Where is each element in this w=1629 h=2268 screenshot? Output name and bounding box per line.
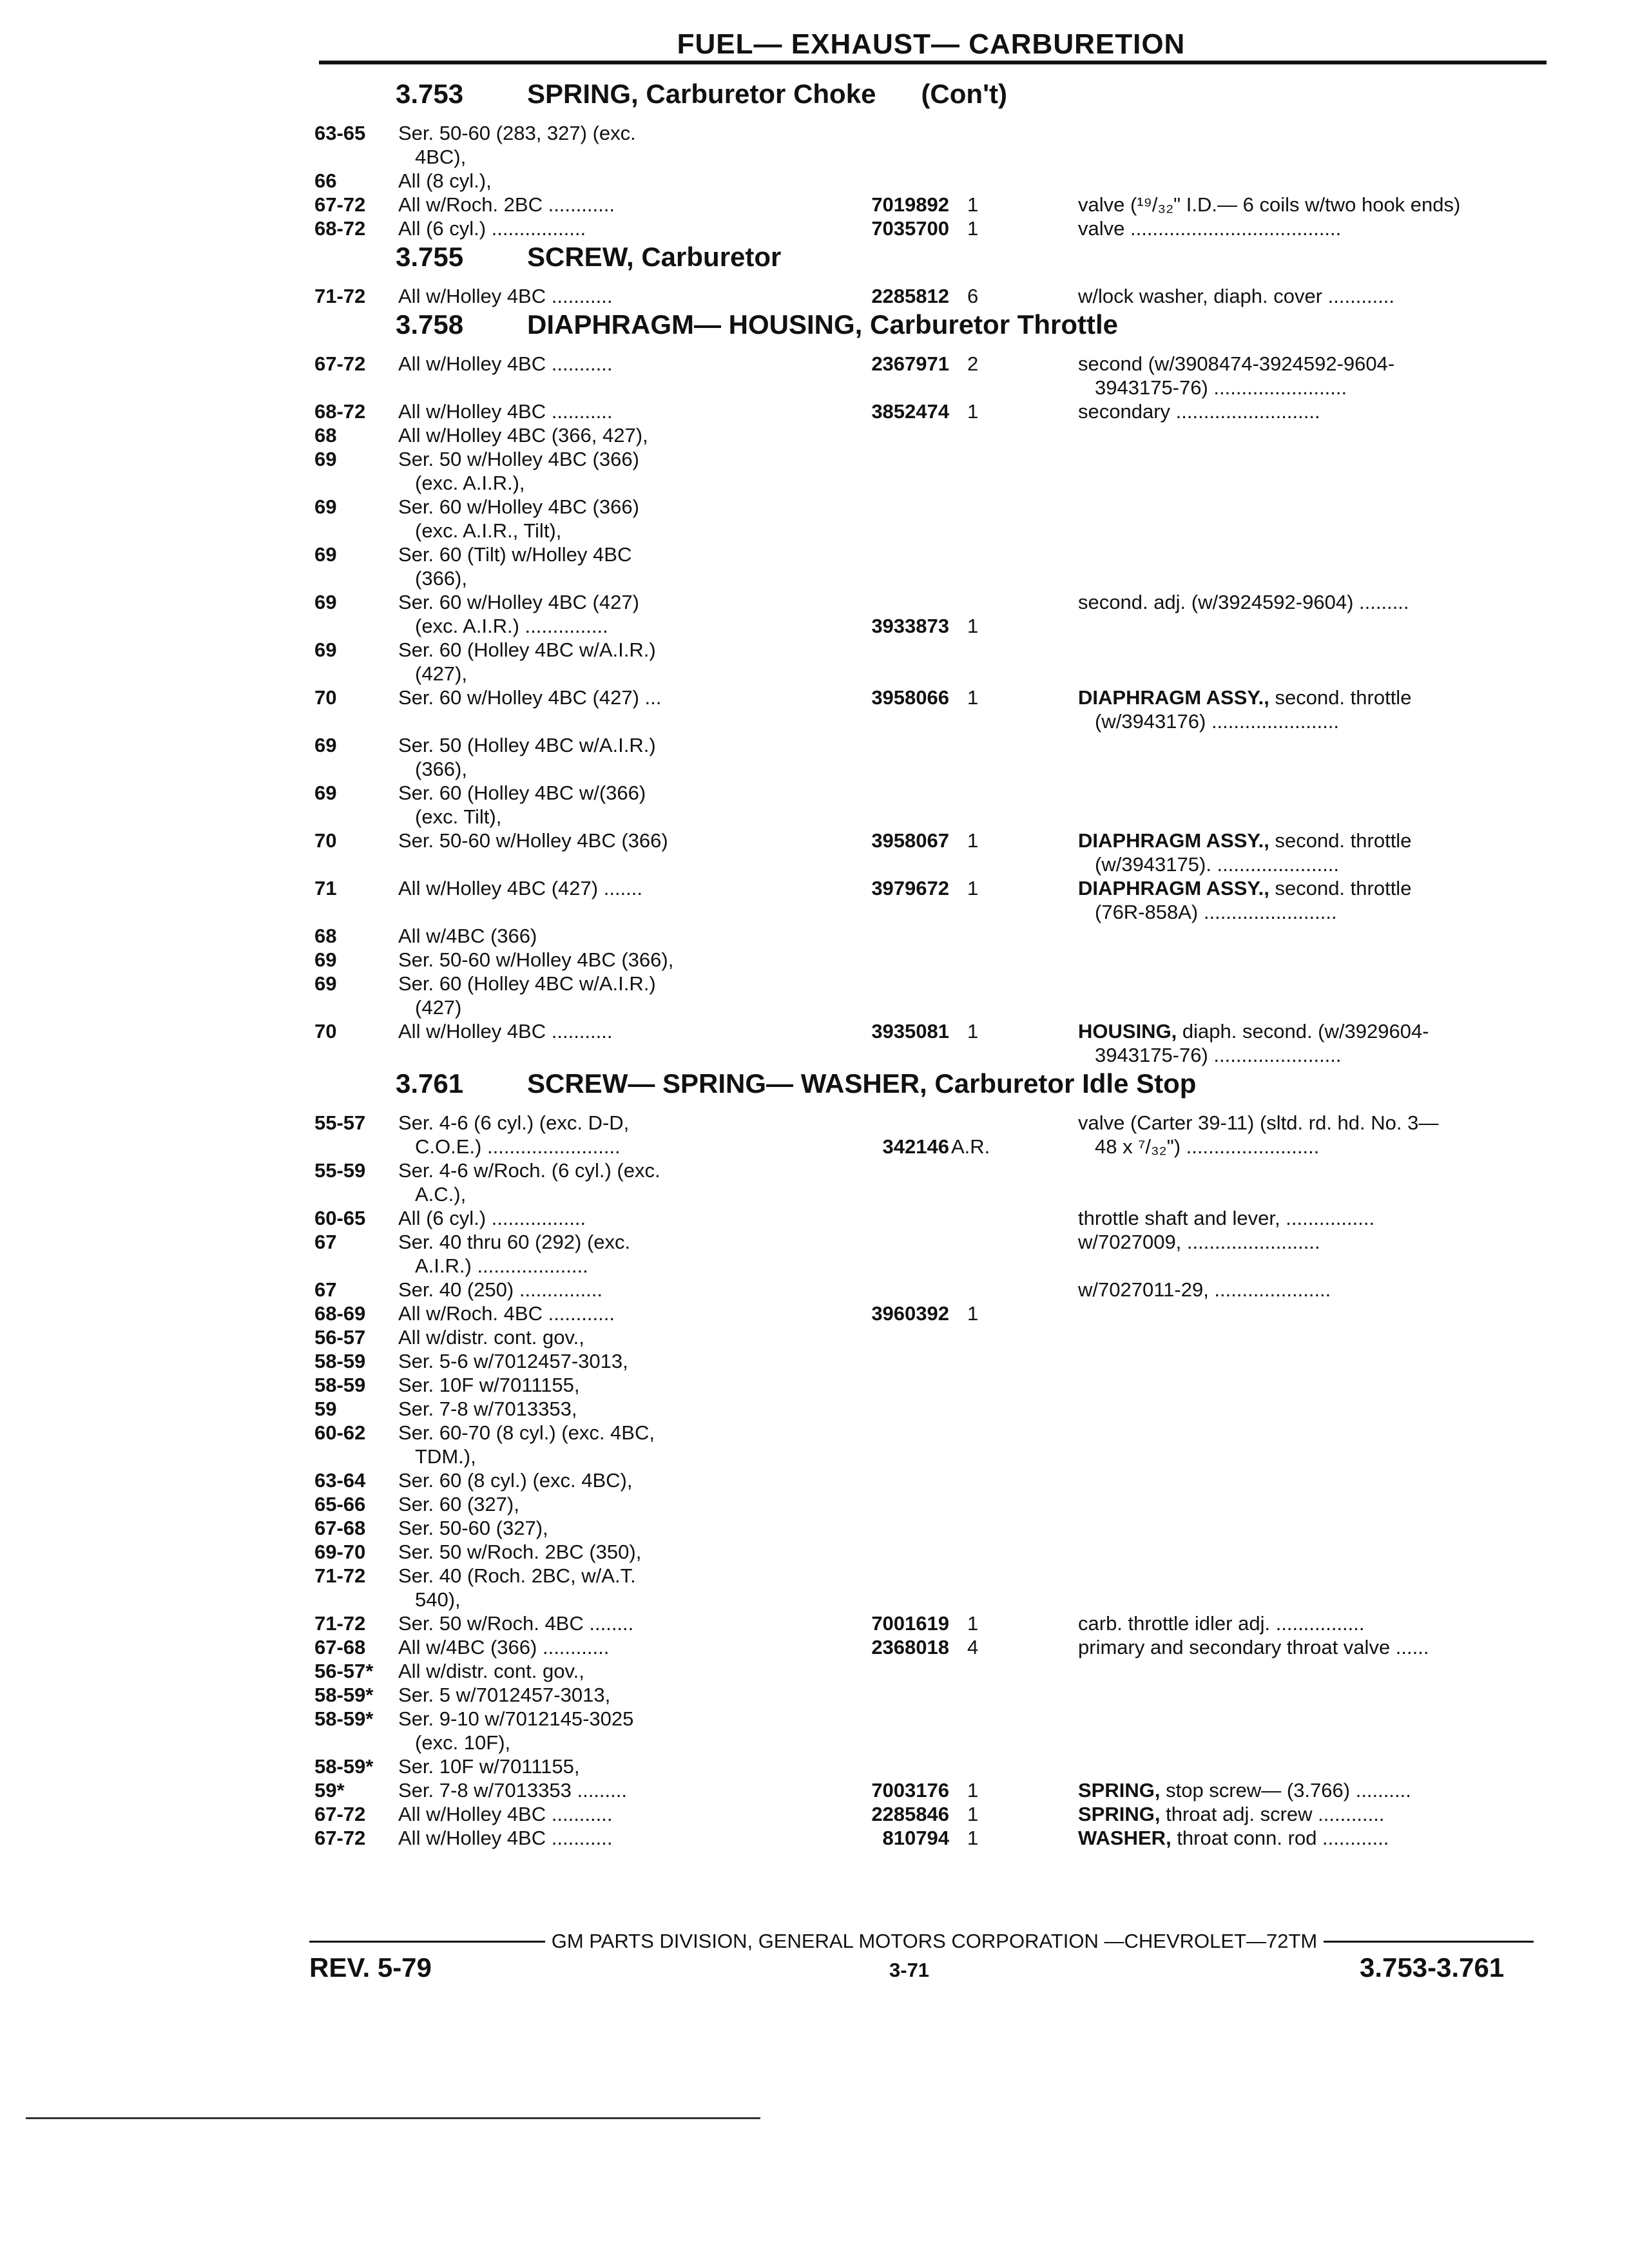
model-years: 58-59* bbox=[314, 1684, 374, 1706]
catalog-row bbox=[314, 1468, 1547, 1492]
catalog-row bbox=[314, 1230, 1547, 1278]
quantity: 1 bbox=[967, 193, 979, 216]
remark-line: (w/3943175). ...................... bbox=[1095, 853, 1340, 876]
catalog-row bbox=[314, 948, 1547, 972]
catalog-row bbox=[314, 1540, 1547, 1564]
remarks bbox=[1078, 829, 1548, 876]
remark-text: second. throttle bbox=[1275, 877, 1412, 899]
remark-line: 48 x ⁷/₃₂") ........................ bbox=[1095, 1135, 1320, 1158]
footer-corporation: GM PARTS DIVISION, GENERAL MOTORS CORPORATION —CHEVROLET—72TM bbox=[316, 1930, 1553, 1953]
application-line: Ser. 60 w/Holley 4BC (366) bbox=[398, 495, 639, 518]
model-years: 56-57 bbox=[314, 1326, 366, 1349]
application-line: Ser. 9-10 w/7012145-3025 bbox=[398, 1707, 634, 1730]
application bbox=[398, 495, 1629, 543]
application-line: Ser. 50-60 (327), bbox=[398, 1517, 548, 1539]
catalog-row bbox=[314, 733, 1547, 781]
application bbox=[398, 1707, 1629, 1754]
application-line: TDM.), bbox=[415, 1445, 476, 1468]
catalog-row bbox=[314, 193, 1547, 216]
application-line: Ser. 60-70 (8 cyl.) (exc. 4BC, bbox=[398, 1421, 655, 1444]
application-line: Ser. 50 w/Holley 4BC (366) bbox=[398, 448, 639, 470]
application-line: (exc. A.I.R.), bbox=[415, 472, 525, 494]
application bbox=[398, 1373, 1629, 1397]
model-years: 70 bbox=[314, 1020, 337, 1043]
remarks bbox=[1078, 399, 1548, 423]
application bbox=[398, 1659, 1629, 1683]
part-number: 7035700 bbox=[871, 217, 949, 240]
revision-label: REV. 5-79 bbox=[309, 1952, 432, 1983]
application bbox=[398, 1492, 1629, 1516]
catalog-row bbox=[314, 1492, 1547, 1516]
remarks bbox=[1078, 284, 1548, 308]
remark-line: w/7027011-29, ..................... bbox=[1078, 1278, 1331, 1301]
quantity: 1 bbox=[967, 1803, 979, 1825]
model-years: 67 bbox=[314, 1278, 337, 1301]
application-line: All w/distr. cont. gov., bbox=[398, 1660, 584, 1682]
remarks bbox=[1078, 216, 1548, 240]
application-line: All (6 cyl.) ................. bbox=[398, 1207, 586, 1229]
part-number: 342146 bbox=[882, 1135, 949, 1158]
application-line: C.O.E.) ........................ bbox=[415, 1135, 621, 1158]
catalog-row bbox=[314, 590, 1547, 638]
part-number: 7001619 bbox=[871, 1612, 949, 1635]
model-years: 67-72 bbox=[314, 1803, 366, 1825]
model-years: 58-59* bbox=[314, 1755, 374, 1778]
application-line: Ser. 60 (327), bbox=[398, 1493, 519, 1515]
application bbox=[398, 1158, 1629, 1206]
remark-line bbox=[1078, 1778, 1548, 1802]
remark-line: w/7027009, ........................ bbox=[1078, 1231, 1320, 1253]
model-years: 58-59 bbox=[314, 1350, 366, 1372]
application bbox=[398, 447, 1629, 495]
remark-part-name: DIAPHRAGM ASSY., bbox=[1078, 829, 1269, 852]
remarks bbox=[1078, 1019, 1548, 1067]
model-years: 70 bbox=[314, 829, 337, 852]
model-years: 67-68 bbox=[314, 1517, 366, 1539]
quantity: 1 bbox=[967, 615, 979, 637]
remark-text: throat adj. screw ............ bbox=[1166, 1803, 1385, 1825]
model-years: 67-72 bbox=[314, 1827, 366, 1849]
scan-artifact-line bbox=[26, 2117, 760, 2119]
catalog-row bbox=[314, 638, 1547, 686]
application-line: All w/4BC (366) bbox=[398, 925, 537, 947]
remark-line bbox=[1078, 1802, 1548, 1826]
remarks bbox=[1078, 1111, 1548, 1158]
catalog-row bbox=[314, 876, 1547, 924]
application bbox=[398, 1325, 1629, 1349]
quantity: 1 bbox=[967, 1827, 979, 1849]
remark-part-name: SPRING, bbox=[1078, 1803, 1161, 1825]
model-years: 69 bbox=[314, 495, 337, 518]
section-heading bbox=[314, 240, 1547, 284]
application-line: Ser. 50-60 w/Holley 4BC (366), bbox=[398, 948, 674, 971]
model-years: 59 bbox=[314, 1398, 337, 1420]
part-number: 3933873 bbox=[871, 615, 949, 637]
remarks bbox=[1078, 1230, 1548, 1254]
application-line: Ser. 60 w/Holley 4BC (427) bbox=[398, 591, 639, 613]
application-line: Ser. 50-60 w/Holley 4BC (366) bbox=[398, 829, 668, 852]
application-line: (427) bbox=[415, 996, 462, 1019]
remark-text: stop screw— (3.766) .......... bbox=[1166, 1779, 1411, 1802]
remarks bbox=[1078, 1611, 1548, 1635]
title-rule bbox=[319, 61, 1547, 64]
application-line: (427), bbox=[415, 662, 467, 685]
application-line: Ser. 60 (Holley 4BC w/A.I.R.) bbox=[398, 639, 656, 661]
catalog-row bbox=[314, 216, 1547, 240]
section-number: 3.755 bbox=[396, 242, 464, 272]
catalog-row bbox=[314, 169, 1547, 193]
model-years: 66 bbox=[314, 169, 337, 192]
model-years: 67-72 bbox=[314, 352, 366, 375]
model-years: 71 bbox=[314, 877, 337, 899]
remark-line: valve (Carter 39-11) (sltd. rd. hd. No. 3— bbox=[1078, 1111, 1439, 1134]
catalog-row bbox=[314, 1611, 1547, 1635]
remark-part-name: DIAPHRAGM ASSY., bbox=[1078, 877, 1269, 899]
catalog-row bbox=[314, 1349, 1547, 1373]
quantity: 1 bbox=[967, 1302, 979, 1325]
quantity: 1 bbox=[967, 1612, 979, 1635]
section-heading bbox=[314, 77, 1547, 121]
application-line: Ser. 60 (Holley 4BC w/(366) bbox=[398, 782, 646, 804]
application-line: All (6 cyl.) ................. bbox=[398, 217, 586, 240]
model-years: 69 bbox=[314, 948, 337, 971]
remark-line bbox=[1078, 1019, 1548, 1043]
part-number: 3979672 bbox=[871, 877, 949, 899]
remark-text: second. throttle bbox=[1275, 686, 1412, 709]
model-years: 58-59 bbox=[314, 1374, 366, 1396]
remark-line bbox=[1078, 876, 1548, 900]
part-number: 3935081 bbox=[871, 1020, 949, 1043]
model-years: 69 bbox=[314, 448, 337, 470]
remark-line: valve (¹⁹/₃₂" I.D.— 6 coils w/two hook ends) bbox=[1078, 193, 1461, 216]
part-number: 2368018 bbox=[871, 1636, 949, 1658]
catalog-row bbox=[314, 1683, 1547, 1707]
application-line: Ser. 50 w/Roch. 4BC ........ bbox=[398, 1612, 634, 1635]
catalog-row bbox=[314, 1278, 1547, 1302]
section-number: 3.753 bbox=[396, 79, 464, 109]
model-years: 67-68 bbox=[314, 1636, 366, 1658]
catalog-row bbox=[314, 1635, 1547, 1659]
application bbox=[398, 1564, 1629, 1611]
remarks bbox=[1078, 193, 1548, 216]
catalog-row bbox=[314, 1421, 1547, 1468]
application-line: All w/Holley 4BC ........... bbox=[398, 285, 613, 307]
quantity: 2 bbox=[967, 352, 979, 375]
model-years: 69 bbox=[314, 734, 337, 756]
catalog-row bbox=[314, 1778, 1547, 1802]
part-number: 810794 bbox=[882, 1827, 949, 1849]
application-line: Ser. 40 (250) ............... bbox=[398, 1278, 603, 1301]
remark-line bbox=[1078, 686, 1548, 709]
application bbox=[398, 1421, 1629, 1468]
quantity: 1 bbox=[967, 217, 979, 240]
catalog-row bbox=[314, 1019, 1547, 1067]
model-years: 68 bbox=[314, 424, 337, 447]
application-line: Ser. 4-6 (6 cyl.) (exc. D-D, bbox=[398, 1111, 630, 1134]
application-line: (exc. A.I.R., Tilt), bbox=[415, 519, 562, 542]
catalog-row bbox=[314, 1206, 1547, 1230]
part-number: 2367971 bbox=[871, 352, 949, 375]
model-years: 69 bbox=[314, 639, 337, 661]
catalog-row bbox=[314, 352, 1547, 399]
quantity: 1 bbox=[967, 877, 979, 899]
catalog-row bbox=[314, 495, 1547, 543]
model-years: 60-65 bbox=[314, 1207, 366, 1229]
model-years: 69 bbox=[314, 782, 337, 804]
catalog-row bbox=[314, 399, 1547, 423]
catalog-row bbox=[314, 1754, 1547, 1778]
section-title: DIAPHRAGM— HOUSING, Carburetor Throttle bbox=[527, 309, 1119, 340]
model-years: 68 bbox=[314, 925, 337, 947]
catalog-row bbox=[314, 1564, 1547, 1611]
application-line: (366), bbox=[415, 567, 467, 590]
application bbox=[398, 543, 1629, 590]
part-number: 7019892 bbox=[871, 193, 949, 216]
remarks bbox=[1078, 1206, 1548, 1230]
application-line: Ser. 60 w/Holley 4BC (427) ... bbox=[398, 686, 662, 709]
model-years: 69 bbox=[314, 972, 337, 995]
application bbox=[398, 1397, 1629, 1421]
application bbox=[398, 638, 1629, 686]
application-line: (exc. A.I.R.) ............... bbox=[415, 615, 608, 637]
catalog-row bbox=[314, 1325, 1547, 1349]
remark-line: primary and secondary throat valve ...... bbox=[1078, 1636, 1429, 1658]
application-line: Ser. 50 (Holley 4BC w/A.I.R.) bbox=[398, 734, 656, 756]
remark-part-name: DIAPHRAGM ASSY., bbox=[1078, 686, 1269, 709]
model-years: 69 bbox=[314, 591, 337, 613]
remark-part-name: SPRING, bbox=[1078, 1779, 1161, 1802]
application-line: (366), bbox=[415, 758, 467, 780]
model-years: 65-66 bbox=[314, 1493, 366, 1515]
catalog-row bbox=[314, 1802, 1547, 1826]
quantity: 1 bbox=[967, 829, 979, 852]
section-range: 3.753-3.761 bbox=[1360, 1952, 1505, 1983]
application-line: All (8 cyl.), bbox=[398, 169, 492, 192]
remarks bbox=[1078, 352, 1548, 399]
catalog-row bbox=[314, 1826, 1547, 1850]
model-years: 55-59 bbox=[314, 1159, 366, 1182]
application-line: All w/Holley 4BC ........... bbox=[398, 352, 613, 375]
model-years: 63-65 bbox=[314, 122, 366, 144]
model-years: 60-62 bbox=[314, 1421, 366, 1444]
page-title: FUEL— EXHAUST— CARBURETION bbox=[677, 28, 1186, 60]
model-years: 71-72 bbox=[314, 1612, 366, 1635]
remark-text: second. throttle bbox=[1275, 829, 1412, 852]
remarks bbox=[1078, 876, 1548, 924]
model-years: 63-64 bbox=[314, 1469, 366, 1492]
remark-line bbox=[1078, 1826, 1548, 1850]
model-years: 67-72 bbox=[314, 193, 366, 216]
catalog-row bbox=[314, 1707, 1547, 1754]
model-years: 71-72 bbox=[314, 285, 366, 307]
application bbox=[398, 1468, 1629, 1492]
model-years: 68-72 bbox=[314, 217, 366, 240]
application-line: All w/Holley 4BC ........... bbox=[398, 400, 613, 423]
catalog-row bbox=[314, 447, 1547, 495]
catalog-row bbox=[314, 1397, 1547, 1421]
application-line: Ser. 60 (Tilt) w/Holley 4BC bbox=[398, 543, 632, 566]
catalog-row bbox=[314, 924, 1547, 948]
application-line: All w/Holley 4BC (366, 427), bbox=[398, 424, 648, 447]
page-number: 3-71 bbox=[889, 1959, 930, 1981]
application bbox=[398, 423, 1629, 447]
section-number: 3.758 bbox=[396, 309, 464, 340]
application bbox=[398, 781, 1629, 829]
application-line: All w/Roch. 4BC ............ bbox=[398, 1302, 615, 1325]
model-years: 68-69 bbox=[314, 1302, 366, 1325]
model-years: 69-70 bbox=[314, 1541, 366, 1563]
part-number: 3958066 bbox=[871, 686, 949, 709]
model-years: 59* bbox=[314, 1779, 345, 1802]
remarks bbox=[1078, 686, 1548, 733]
part-number: 3852474 bbox=[871, 400, 949, 423]
model-years: 70 bbox=[314, 686, 337, 709]
part-number: 3958067 bbox=[871, 829, 949, 852]
catalog-row bbox=[314, 1659, 1547, 1683]
application-line: A.C.), bbox=[415, 1183, 467, 1206]
remarks bbox=[1078, 1635, 1548, 1659]
application-line: Ser. 40 thru 60 (292) (exc. bbox=[398, 1231, 631, 1253]
model-years: 68-72 bbox=[314, 400, 366, 423]
application bbox=[398, 733, 1629, 781]
application-line: All w/Holley 4BC ........... bbox=[398, 1020, 613, 1043]
catalog-row bbox=[314, 1111, 1547, 1158]
application-line: 540), bbox=[415, 1588, 461, 1611]
application-line: All w/distr. cont. gov., bbox=[398, 1326, 584, 1349]
remark-line: throttle shaft and lever, ................ bbox=[1078, 1207, 1375, 1229]
model-years: 71-72 bbox=[314, 1564, 366, 1587]
quantity: 6 bbox=[967, 285, 979, 307]
application-line: Ser. 7-8 w/7013353 ......... bbox=[398, 1779, 627, 1802]
application bbox=[398, 1349, 1629, 1373]
catalog-row bbox=[314, 972, 1547, 1019]
application-line: Ser. 50 w/Roch. 2BC (350), bbox=[398, 1541, 642, 1563]
application bbox=[398, 948, 1629, 972]
application-line: Ser. 40 (Roch. 2BC, w/A.T. bbox=[398, 1564, 636, 1587]
remark-line: valve ...................................... bbox=[1078, 217, 1342, 240]
catalog-row bbox=[314, 284, 1547, 308]
remark-line: 3943175-76) ........................ bbox=[1095, 376, 1347, 399]
application-line: A.I.R.) .................... bbox=[415, 1254, 588, 1277]
model-years: 67 bbox=[314, 1231, 337, 1253]
part-number: 2285812 bbox=[871, 285, 949, 307]
catalog-row bbox=[314, 423, 1547, 447]
remarks bbox=[1078, 1802, 1548, 1826]
quantity: 1 bbox=[967, 686, 979, 709]
application-line: All w/Holley 4BC (427) ....... bbox=[398, 877, 643, 899]
catalog-row bbox=[314, 1516, 1547, 1540]
application-line: Ser. 10F w/7011155, bbox=[398, 1755, 580, 1778]
application bbox=[398, 972, 1629, 1019]
application-line: 4BC), bbox=[415, 146, 467, 168]
model-years: 69 bbox=[314, 543, 337, 566]
application-line: All w/4BC (366) ............ bbox=[398, 1636, 610, 1658]
application-line: Ser. 4-6 w/Roch. (6 cyl.) (exc. bbox=[398, 1159, 660, 1182]
model-years: 56-57* bbox=[314, 1660, 374, 1682]
remark-line: second. adj. (w/3924592-9604) ......... bbox=[1078, 591, 1409, 613]
application-line: All w/Holley 4BC ........... bbox=[398, 1803, 613, 1825]
quantity: A.R. bbox=[951, 1135, 990, 1158]
section-heading bbox=[314, 1067, 1547, 1111]
section-heading bbox=[314, 308, 1547, 352]
application-line: All w/Roch. 2BC ............ bbox=[398, 193, 615, 216]
remark-text: throat conn. rod ............ bbox=[1177, 1827, 1389, 1849]
catalog-row bbox=[314, 686, 1547, 733]
application bbox=[398, 169, 1629, 193]
catalog-row bbox=[314, 543, 1547, 590]
remarks bbox=[1078, 1278, 1548, 1302]
part-number: 3960392 bbox=[871, 1302, 949, 1325]
remark-text: diaph. second. (w/3929604- bbox=[1182, 1020, 1429, 1043]
application-line: Ser. 60 (Holley 4BC w/A.I.R.) bbox=[398, 972, 656, 995]
remark-line: (76R-858A) ........................ bbox=[1095, 901, 1337, 923]
model-years: 55-57 bbox=[314, 1111, 366, 1134]
application bbox=[398, 1540, 1629, 1564]
remark-line: carb. throttle idler adj. ................ bbox=[1078, 1612, 1365, 1635]
parts-catalog-content bbox=[314, 77, 1547, 1850]
application-line: (exc. 10F), bbox=[415, 1731, 511, 1754]
application bbox=[398, 1516, 1629, 1540]
remark-line: (w/3943176) ....................... bbox=[1095, 710, 1340, 733]
part-number: 7003176 bbox=[871, 1779, 949, 1802]
part-number: 2285846 bbox=[871, 1803, 949, 1825]
catalog-row bbox=[314, 829, 1547, 876]
remark-line bbox=[1078, 829, 1548, 852]
application-line: Ser. 60 (8 cyl.) (exc. 4BC), bbox=[398, 1469, 633, 1492]
section-title: SCREW, Carburetor bbox=[527, 242, 782, 272]
application-line: All w/Holley 4BC ........... bbox=[398, 1827, 613, 1849]
remark-part-name: WASHER, bbox=[1078, 1827, 1171, 1849]
section-title: SCREW— SPRING— WASHER, Carburetor Idle Stop bbox=[527, 1068, 1197, 1099]
catalog-row bbox=[314, 1158, 1547, 1206]
catalog-row bbox=[314, 1373, 1547, 1397]
section-number: 3.761 bbox=[396, 1068, 464, 1099]
application-line: Ser. 7-8 w/7013353, bbox=[398, 1398, 577, 1420]
application bbox=[398, 121, 1629, 169]
remark-line: w/lock washer, diaph. cover ............ bbox=[1078, 285, 1395, 307]
application-line: Ser. 5 w/7012457-3013, bbox=[398, 1684, 611, 1706]
remarks bbox=[1078, 1778, 1548, 1802]
application-line: (exc. Tilt), bbox=[415, 805, 502, 828]
quantity: 4 bbox=[967, 1636, 979, 1658]
quantity: 1 bbox=[967, 1020, 979, 1043]
remark-line: secondary .......................... bbox=[1078, 400, 1320, 423]
quantity: 1 bbox=[967, 400, 979, 423]
model-years: 58-59* bbox=[314, 1707, 374, 1730]
remarks bbox=[1078, 590, 1548, 614]
catalog-row bbox=[314, 781, 1547, 829]
application bbox=[398, 924, 1629, 948]
application-line: Ser. 5-6 w/7012457-3013, bbox=[398, 1350, 628, 1372]
application-line: Ser. 50-60 (283, 327) (exc. bbox=[398, 122, 636, 144]
application-line: Ser. 10F w/7011155, bbox=[398, 1374, 580, 1396]
quantity: 1 bbox=[967, 1779, 979, 1802]
application bbox=[398, 1754, 1629, 1778]
remarks bbox=[1078, 1826, 1548, 1850]
catalog-row bbox=[314, 1302, 1547, 1325]
application bbox=[398, 1683, 1629, 1707]
remark-part-name: HOUSING, bbox=[1078, 1020, 1177, 1043]
catalog-row bbox=[314, 121, 1547, 169]
application bbox=[398, 1302, 1629, 1325]
section-title: SPRING, Carburetor Choke (Con't) bbox=[527, 79, 1008, 109]
remark-line: second (w/3908474-3924592-9604- bbox=[1078, 352, 1395, 375]
remark-line: 3943175-76) ....................... bbox=[1095, 1044, 1342, 1066]
